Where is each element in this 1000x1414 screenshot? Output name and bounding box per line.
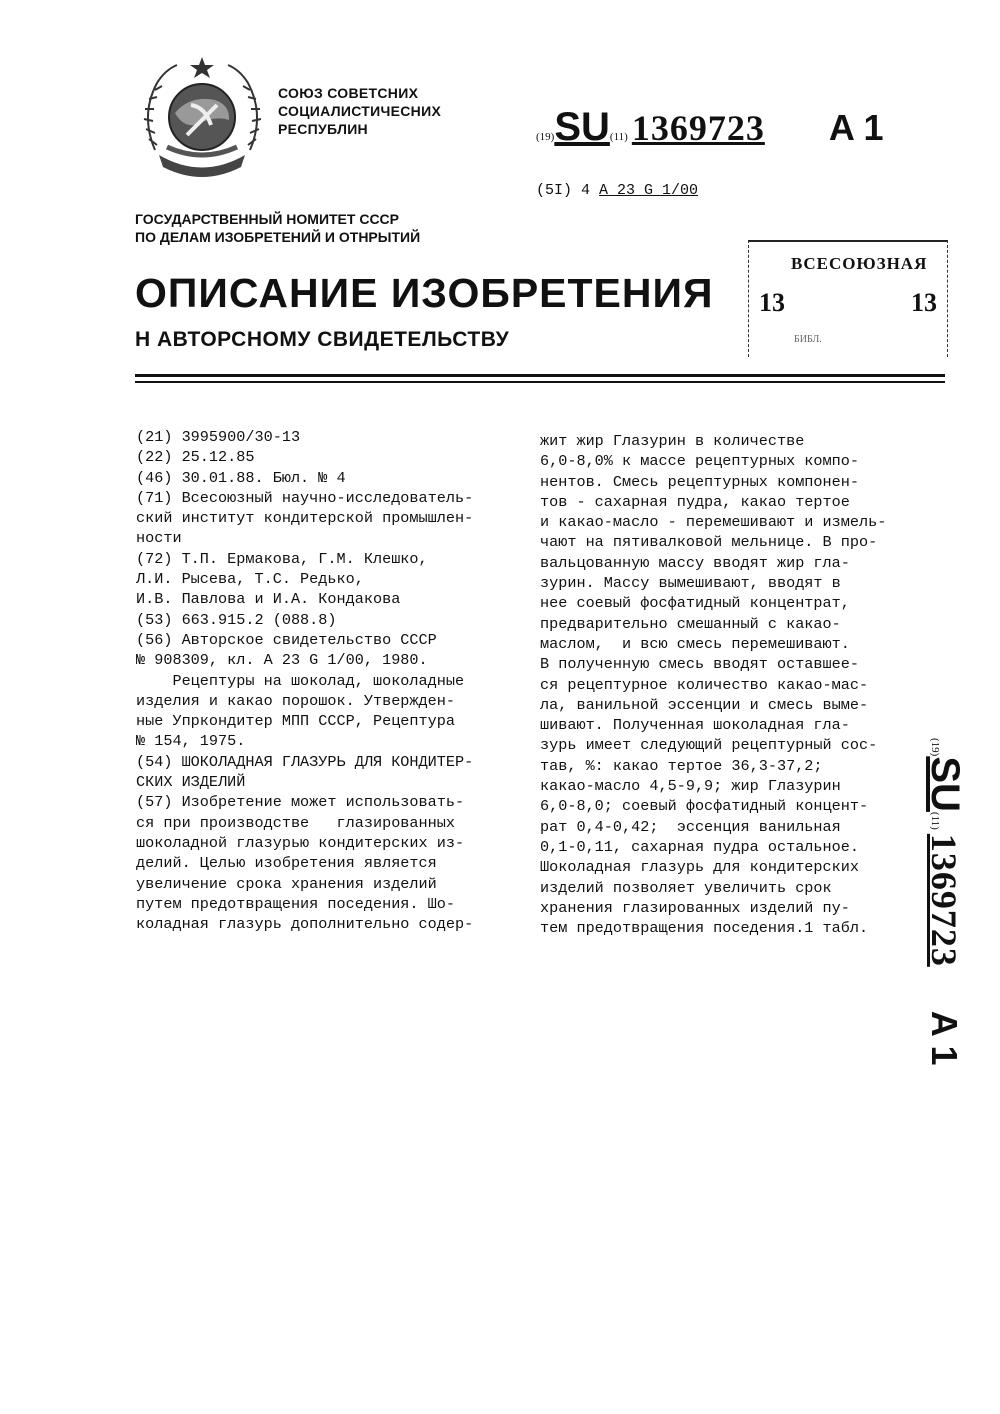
text-line: чают на пятивалковой мельнице. В про- <box>540 533 878 552</box>
text-line: (72) Т.П. Ермакова, Г.М. Клешко, <box>136 549 428 568</box>
text-line: рат 0,4-0,42; эссенция ванильная <box>540 817 841 836</box>
text-line: И.В. Павлова и И.А. Кондакова <box>136 590 401 609</box>
committee-name <box>135 210 420 246</box>
text-line: ла, ванильной эссенции и смесь выме- <box>540 695 869 714</box>
text-line: и какао-масло - перемешивают и измель- <box>540 513 887 532</box>
text-line: тов - сахарная пудра, какао тертое <box>540 492 850 511</box>
committee-line: ГОСУДАРСТВЕННЫЙ НОМИТЕТ СССР <box>135 211 400 227</box>
text-line: маслом, и всю смесь перемешивают. <box>540 634 850 653</box>
document-subtitle: Н АВТОРСНОМУ СВИДЕТЕЛЬСТВУ <box>135 328 510 351</box>
header-rule <box>135 381 945 383</box>
text-line: ский институт кондитерской промышлен- <box>136 509 474 528</box>
union-line: СОЦИАЛИСТИЧЕСНИХ <box>278 103 442 119</box>
text-line: (57) Изобретение может использовать- <box>136 793 465 812</box>
text-line: № 908309, кл. А 23 G 1/00, 1980. <box>136 651 428 670</box>
text-line: путем предотвращения поседения. Шо- <box>136 894 455 913</box>
text-line: 6,0-8,0; соевый фосфатидный концент- <box>540 797 869 816</box>
text-line: коладная глазурь дополнительно содер- <box>136 915 474 934</box>
stamp-left: 13 <box>759 288 785 317</box>
stamp-right: 13 <box>911 288 937 317</box>
country-code: (19) <box>929 738 941 757</box>
stamp-bottom: БИБЛ. <box>794 334 822 345</box>
text-line: 6,0-8,0% к массе рецептурных компо- <box>540 452 859 471</box>
text-line: В полученную смесь вводят оставшее- <box>540 655 859 674</box>
ipc-value: A 23 G 1/00 <box>599 182 699 199</box>
union-name <box>278 84 441 138</box>
patent-number: 1369723 <box>631 108 765 148</box>
text-line: Л.И. Рысева, Т.С. Редько, <box>136 570 364 589</box>
text-line: предварительно смешанный с какао- <box>540 614 841 633</box>
country-code: (19) <box>536 131 555 143</box>
number-code: (11) <box>609 131 628 143</box>
text-line: СКИХ ИЗДЕЛИЙ <box>136 773 246 792</box>
text-line: шивают. Полученная шоколадная гла- <box>540 716 850 735</box>
text-line: делий. Целью изобретения является <box>136 854 437 873</box>
text-line: Рецептуры на шоколад, шоколадные <box>136 671 465 690</box>
text-line: (54) ШОКОЛАДНАЯ ГЛАЗУРЬ ДЛЯ КОНДИТЕР- <box>136 752 474 771</box>
text-line: ные Упркондитер МПП СССР, Рецептура <box>136 712 455 731</box>
text-line: нентов. Смесь рецептурных компонен- <box>540 472 859 491</box>
text-line: изделия и какао порошок. Утвержден- <box>136 691 455 710</box>
kind-code: A 1 <box>828 107 884 148</box>
patent-number: 1369723 <box>924 833 964 967</box>
number-code: (11) <box>929 811 941 830</box>
state-emblem-icon <box>135 55 270 185</box>
text-line: хранения глазированных изделий пу- <box>540 898 850 917</box>
text-line: (22) 25.12.85 <box>136 448 255 467</box>
text-line: Шоколадная глазурь для кондитерских <box>540 858 859 877</box>
text-line: (71) Всесоюзный научно-исследователь- <box>136 488 474 507</box>
country: SU <box>554 105 610 149</box>
text-line: (21) 3995900/30-13 <box>136 428 301 446</box>
text-line: шоколадной глазурью кондитерских из- <box>136 833 465 852</box>
country: SU <box>923 756 967 812</box>
left-column <box>136 427 473 934</box>
text-line: 0,1-0,11, сахарная пудра остальное. <box>540 837 859 856</box>
union-line: СОЮЗ СОВЕТСНИХ <box>278 85 419 101</box>
text-line: жит жир Глазурин в количестве <box>540 432 805 450</box>
text-line: нее соевый фосфатидный концентрат, <box>540 594 850 613</box>
text-line: № 154, 1975. <box>136 732 246 751</box>
text-line: какао-масло 4,5-9,9; жир Глазурин <box>540 777 841 796</box>
text-line: зурь имеет следующий рецептурный сос- <box>540 736 878 755</box>
ipc-code: (5I) 4 <box>536 182 591 199</box>
text-line: изделий позволяет увеличить срок <box>540 878 832 897</box>
document-title: ОПИСАНИЕ ИЗОБРЕТЕНИЯ <box>135 270 714 316</box>
right-column <box>540 431 886 938</box>
publication-number <box>536 105 884 150</box>
text-line: (53) 663.915.2 (088.8) <box>136 610 337 629</box>
committee-line: ПО ДЕЛАМ ИЗОБРЕТЕНИЙ И ОТНРЫТИЙ <box>135 229 421 245</box>
text-line: ся рецептурное количество какао-мас- <box>540 675 869 694</box>
ipc-classification <box>536 182 698 199</box>
text-line: (56) Авторское свидетельство СССР <box>136 630 437 649</box>
text-line: вальцованную массу вводят жир гла- <box>540 553 850 572</box>
stamp-top: ВСЕСОЮЗНАЯ <box>791 254 928 273</box>
text-line: ности <box>136 529 182 548</box>
text-line: тав, %: какао тертое 36,3-37,2; <box>540 756 823 775</box>
union-line: РЕСПУБЛИН <box>278 121 368 137</box>
kind-code: A 1 <box>924 1010 965 1066</box>
text-line: увеличение срока хранения изделий <box>136 874 437 893</box>
library-stamp <box>748 240 948 357</box>
text-line: ся при производстве глазированных <box>136 813 455 832</box>
text-line: тем предотвращения поседения.1 табл. <box>540 919 869 938</box>
header-rule <box>135 374 945 377</box>
text-line: зурин. Массу вымешивают, вводят в <box>540 574 841 593</box>
vertical-publication-number <box>923 738 971 1066</box>
text-line: (46) 30.01.88. Бюл. № 4 <box>136 468 346 487</box>
